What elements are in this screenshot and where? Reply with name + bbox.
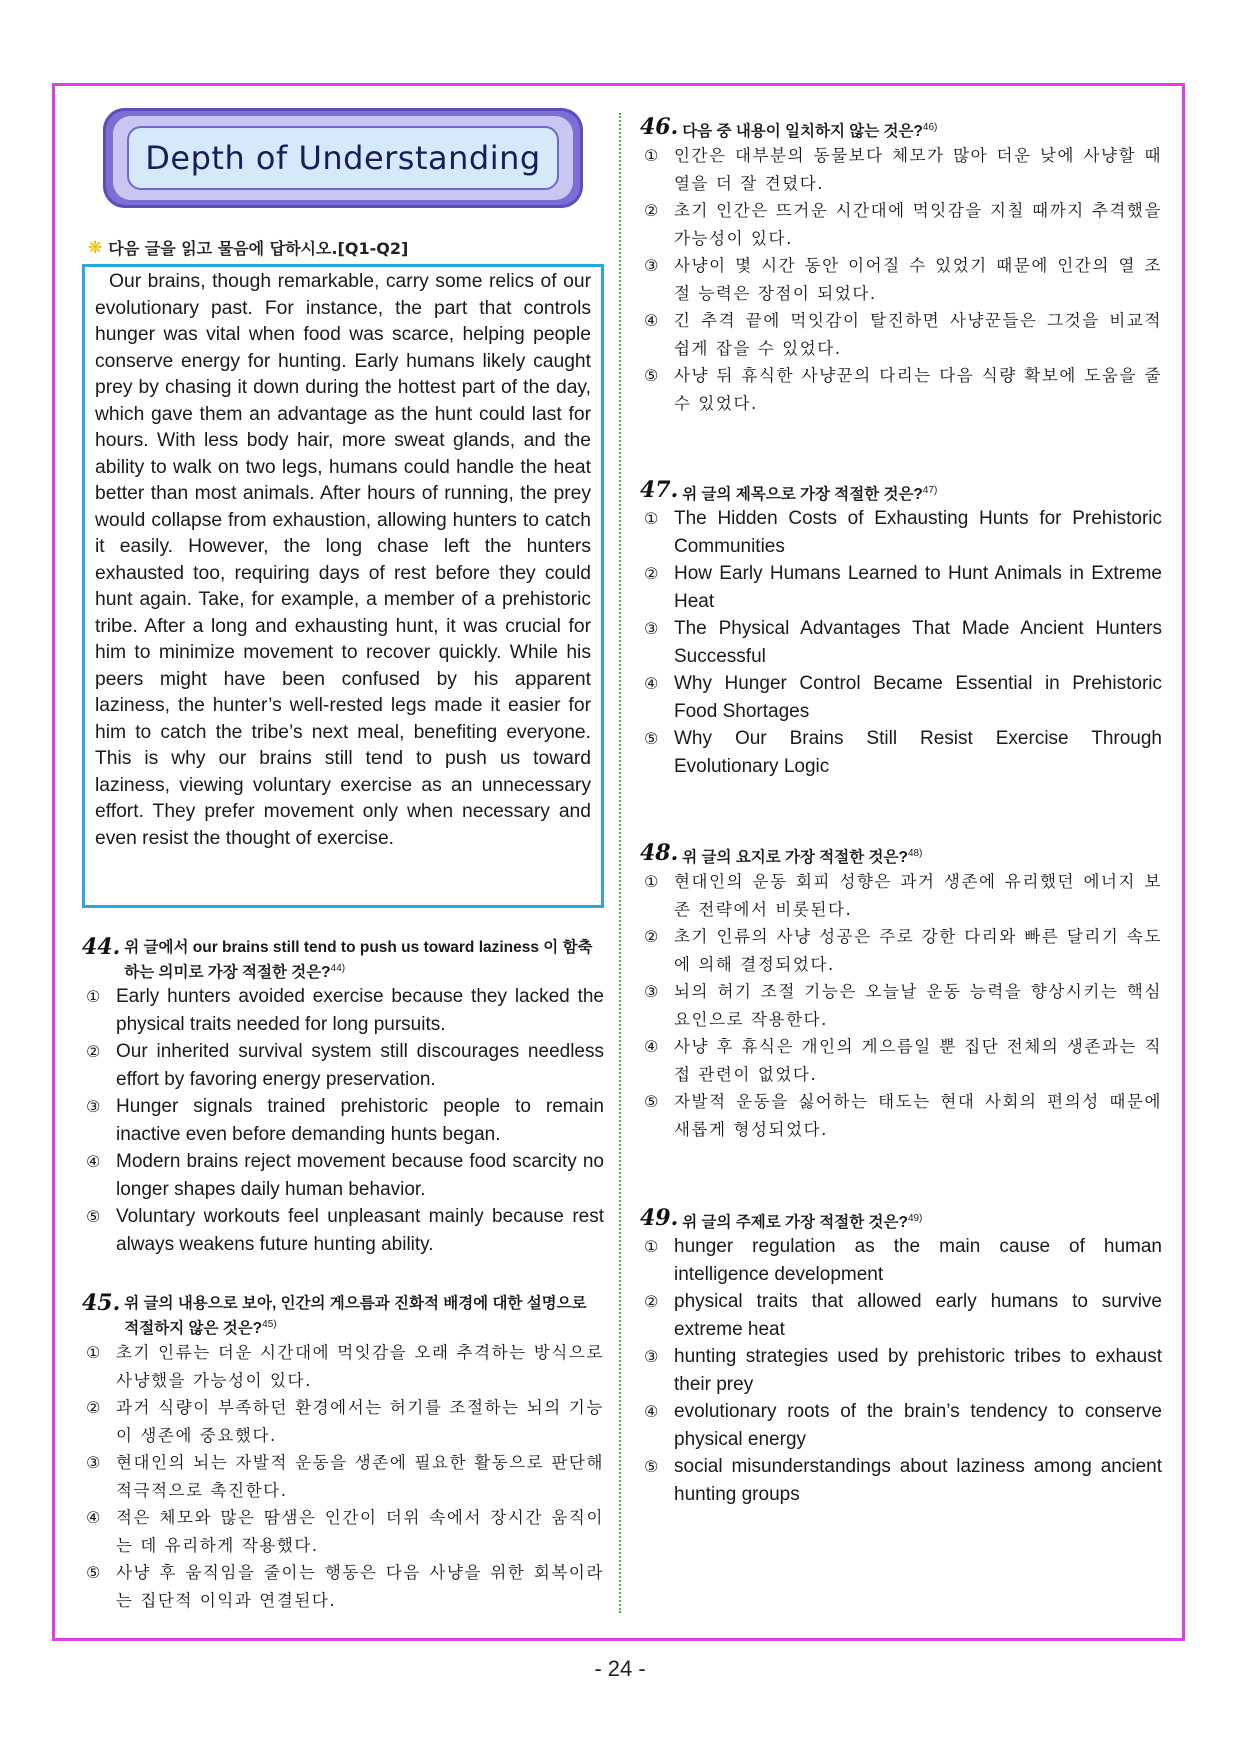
option-1[interactable] xyxy=(640,868,1162,923)
option-text: 사냥 후 움직임을 줄이는 행동은 다음 사냥을 위한 회복이라는 집단적 이익과 연결된다. xyxy=(116,1563,604,1610)
option-2[interactable] xyxy=(640,560,1162,615)
option-mark: ⑤ xyxy=(644,729,659,749)
option-5[interactable] xyxy=(640,362,1162,417)
option-1[interactable] xyxy=(82,983,604,1038)
option-mark: ① xyxy=(86,987,101,1007)
title-banner-inner xyxy=(127,126,559,190)
option-3[interactable] xyxy=(640,615,1162,670)
option-mark: ① xyxy=(86,1343,102,1363)
option-text: evolutionary roots of the brain’s tendency to conserve physical energy xyxy=(674,1401,1162,1450)
question-ref: 46) xyxy=(922,122,938,133)
option-text: Our inherited survival system still discourages needless effort by favoring energy preservation. xyxy=(116,1041,604,1090)
option-mark: ② xyxy=(644,1292,659,1312)
option-text: 초기 인간은 뜨거운 시간대에 먹잇감을 지칠 때까지 추격했을 가능성이 있다. xyxy=(674,201,1162,248)
instruction-text: 다음 글을 읽고 물음에 답하시오.[Q1-Q2] xyxy=(108,239,409,258)
option-mark: ① xyxy=(644,146,660,166)
option-2[interactable] xyxy=(82,1038,604,1093)
option-4[interactable] xyxy=(82,1504,604,1559)
option-mark: ③ xyxy=(644,982,660,1002)
page-number: - 24 - xyxy=(594,1656,646,1681)
question-prompt xyxy=(124,937,604,983)
question-47 xyxy=(640,477,1162,780)
question-prompt-text: 위 글의 제목으로 가장 적절한 것은? xyxy=(682,486,923,504)
question-prompt-text: 위 글의 요지로 가장 적절한 것은? xyxy=(682,849,908,867)
option-5[interactable] xyxy=(640,1088,1162,1143)
question-ref: 48) xyxy=(907,848,923,859)
question-49 xyxy=(640,1205,1162,1508)
option-4[interactable] xyxy=(640,670,1162,725)
option-text: Voluntary workouts feel unpleasant mainly because rest always weakens future hunting ability. xyxy=(116,1206,604,1255)
option-text: social misunderstandings about laziness among ancient hunting groups xyxy=(674,1456,1162,1505)
option-1[interactable] xyxy=(640,1233,1162,1288)
option-text: How Early Humans Learned to Hunt Animals in Extreme Heat xyxy=(674,563,1162,612)
option-mark: ③ xyxy=(86,1453,102,1473)
page-title: Depth of Understanding xyxy=(145,139,541,177)
option-mark: ⑤ xyxy=(86,1207,101,1227)
option-2[interactable] xyxy=(82,1394,604,1449)
option-mark: ② xyxy=(86,1042,101,1062)
question-ref: 49) xyxy=(907,1213,923,1224)
option-2[interactable] xyxy=(640,197,1162,252)
option-3[interactable] xyxy=(640,1343,1162,1398)
question-number: 48. xyxy=(640,840,679,866)
question-prompt xyxy=(682,843,922,868)
option-text: Why Our Brains Still Resist Exercise Through Evolutionary Logic xyxy=(674,728,1162,777)
option-text: hunger regulation as the main cause of human intelligence development xyxy=(674,1236,1162,1285)
option-mark: ② xyxy=(644,201,660,221)
question-number: 47. xyxy=(640,477,679,503)
question-number: 46. xyxy=(640,114,679,140)
option-3[interactable] xyxy=(82,1093,604,1148)
option-text: 인간은 대부분의 동물보다 체모가 많아 더운 낮에 사냥할 때 열을 더 잘 견뎠다. xyxy=(674,146,1162,193)
option-4[interactable] xyxy=(82,1148,604,1203)
question-48 xyxy=(640,840,1162,1143)
option-text: 긴 추격 끝에 먹잇감이 탈진하면 사냥꾼들은 그것을 비교적 쉽게 잡을 수 있었다. xyxy=(674,311,1162,358)
option-text: Early hunters avoided exercise because they lacked the physical traits needed for long pursuits. xyxy=(116,986,604,1035)
title-banner xyxy=(103,108,583,208)
question-44 xyxy=(82,934,604,1258)
option-text: 초기 인류의 사냥 성공은 주로 강한 다리와 빠른 달리기 속도에 의해 결정되었다. xyxy=(674,927,1162,974)
question-ref: 44) xyxy=(330,963,346,974)
question-prompt-text: 위 글에서 our brains still tend to push us toward laziness 이 함축하는 의미로 가장 적절한 것은? xyxy=(124,939,593,982)
option-text: hunting strategies used by prehistoric tribes to exhaust their prey xyxy=(674,1346,1162,1395)
option-mark: ④ xyxy=(86,1508,102,1528)
question-46-header xyxy=(640,114,1162,142)
question-prompt xyxy=(682,117,937,142)
option-mark: ⑤ xyxy=(644,366,660,386)
option-mark: ③ xyxy=(86,1097,101,1117)
option-5[interactable] xyxy=(82,1559,604,1614)
question-44-header xyxy=(82,934,604,983)
option-1[interactable] xyxy=(640,142,1162,197)
option-mark: ① xyxy=(644,872,660,892)
question-prompt-text: 위 글의 주제로 가장 적절한 것은? xyxy=(682,1214,908,1232)
option-text: 현대인의 뇌는 자발적 운동을 생존에 필요한 활동으로 판단해 적극적으로 촉진한다. xyxy=(116,1453,604,1500)
option-5[interactable] xyxy=(82,1203,604,1258)
option-text: The Physical Advantages That Made Ancient Hunters Successful xyxy=(674,618,1162,667)
option-2[interactable] xyxy=(640,923,1162,978)
question-47-header xyxy=(640,477,1162,505)
option-text: 자발적 운동을 싫어하는 태도는 현대 사회의 편의성 때문에 새롭게 형성되었다. xyxy=(674,1092,1162,1139)
option-text: Why Hunger Control Became Essential in Prehistoric Food Shortages xyxy=(674,673,1162,722)
question-number: 49. xyxy=(640,1205,679,1231)
question-45-header xyxy=(82,1290,604,1339)
option-3[interactable] xyxy=(82,1449,604,1504)
option-mark: ① xyxy=(644,1237,659,1257)
option-1[interactable] xyxy=(82,1339,604,1394)
question-prompt xyxy=(682,480,937,505)
option-1[interactable] xyxy=(640,505,1162,560)
question-prompt-text: 위 글의 내용으로 보아, 인간의 게으름과 진화적 배경에 대한 설명으로 적절하지 않은 것은? xyxy=(124,1295,587,1338)
option-mark: ③ xyxy=(644,256,660,276)
option-mark: ③ xyxy=(644,1347,659,1367)
option-mark: ② xyxy=(86,1398,102,1418)
option-mark: ⑤ xyxy=(644,1092,660,1112)
option-mark: ④ xyxy=(644,311,660,331)
question-ref: 45) xyxy=(262,1319,277,1330)
option-4[interactable] xyxy=(640,1398,1162,1453)
question-ref: 47) xyxy=(922,485,938,496)
option-text: The Hidden Costs of Exhausting Hunts for Prehistoric Communities xyxy=(674,508,1162,557)
option-mark: ④ xyxy=(644,1037,660,1057)
flower-icon: ❋ xyxy=(88,237,103,258)
option-text: physical traits that allowed early humans to survive extreme heat xyxy=(674,1291,1162,1340)
reading-passage: Our brains, though remarkable, carry some relics of our evolutionary past. For instance, the part that controls hunger was vital when food was scarce, helping people conserve energy for hunting. Early humans likely caught prey by chasing it down during the hottest part of the day, which gave them an advantage as the hunt could last for hours. With less body hair, more sweat glands, and the ability to walk on two legs, humans could handle the heat better than most animals. After hours of running, the prey would collapse from exhaustion, allowing hunters to catch it easily. However, the long chase left the hunters exhausted too, requiring days of rest before they could hunt again. Take, for example, a member of a prehistoric tribe. After a long and exhausting hunt, it was crucial for him to minimize movement to recover quickly. While his peers might have been confused by his apparent laziness, the hunter’s well-rested legs made it easier for him to catch the tribe’s next meal, benefiting everyone. This is why our brains still tend to push us toward laziness, viewing voluntary exercise as an unnecessary effort. They prefer movement only when necessary and even resist the thought of exercise. xyxy=(82,264,604,908)
option-text: Hunger signals trained prehistoric people to remain inactive even before demanding hunts began. xyxy=(116,1096,604,1145)
instruction-line xyxy=(88,236,408,259)
option-text: 뇌의 허기 조절 기능은 오늘날 운동 능력을 향상시키는 핵심 요인으로 작용한다. xyxy=(674,982,1162,1029)
option-5[interactable] xyxy=(640,1453,1162,1508)
question-46 xyxy=(640,114,1162,417)
option-3[interactable] xyxy=(640,252,1162,307)
question-number: 44. xyxy=(82,934,121,960)
option-text: Modern brains reject movement because food scarcity no longer shapes daily human behavior. xyxy=(116,1151,604,1200)
option-5[interactable] xyxy=(640,725,1162,780)
option-4[interactable] xyxy=(640,307,1162,362)
option-mark: ③ xyxy=(644,619,659,639)
option-4[interactable] xyxy=(640,1033,1162,1088)
question-number: 45. xyxy=(82,1290,121,1316)
option-mark: ⑤ xyxy=(644,1457,659,1477)
question-49-header xyxy=(640,1205,1162,1233)
option-mark: ① xyxy=(644,509,659,529)
question-prompt xyxy=(124,1293,604,1339)
option-mark: ② xyxy=(644,927,660,947)
question-48-header xyxy=(640,840,1162,868)
title-banner-border xyxy=(113,116,573,200)
option-text: 사냥 뒤 휴식한 사냥꾼의 다리는 다음 식량 확보에 도움을 줄 수 있었다. xyxy=(674,366,1162,413)
question-45 xyxy=(82,1290,604,1614)
option-text: 초기 인류는 더운 시간대에 먹잇감을 오래 추격하는 방식으로 사냥했을 가능성이 있다. xyxy=(116,1343,604,1390)
option-text: 현대인의 운동 회피 성향은 과거 생존에 유리했던 에너지 보존 전략에서 비롯된다. xyxy=(674,872,1162,919)
option-mark: ② xyxy=(644,564,659,584)
option-text: 사냥이 몇 시간 동안 이어질 수 있었기 때문에 인간의 열 조절 능력은 장점이 되었다. xyxy=(674,256,1162,303)
option-mark: ④ xyxy=(644,1402,659,1422)
option-mark: ④ xyxy=(86,1152,101,1172)
option-text: 과거 식량이 부족하던 환경에서는 허기를 조절하는 뇌의 기능이 생존에 중요했다. xyxy=(116,1398,604,1445)
option-3[interactable] xyxy=(640,978,1162,1033)
question-prompt xyxy=(682,1208,922,1233)
option-text: 사냥 후 휴식은 개인의 게으름일 뿐 집단 전체의 생존과는 직접 관련이 없었다. xyxy=(674,1037,1162,1084)
option-mark: ⑤ xyxy=(86,1563,102,1583)
option-mark: ④ xyxy=(644,674,659,694)
option-2[interactable] xyxy=(640,1288,1162,1343)
option-text: 적은 체모와 많은 땀샘은 인간이 더위 속에서 장시간 움직이는 데 유리하게 작용했다. xyxy=(116,1508,604,1555)
column-divider xyxy=(619,113,621,1613)
question-prompt-text: 다음 중 내용이 일치하지 않는 것은? xyxy=(682,123,923,141)
